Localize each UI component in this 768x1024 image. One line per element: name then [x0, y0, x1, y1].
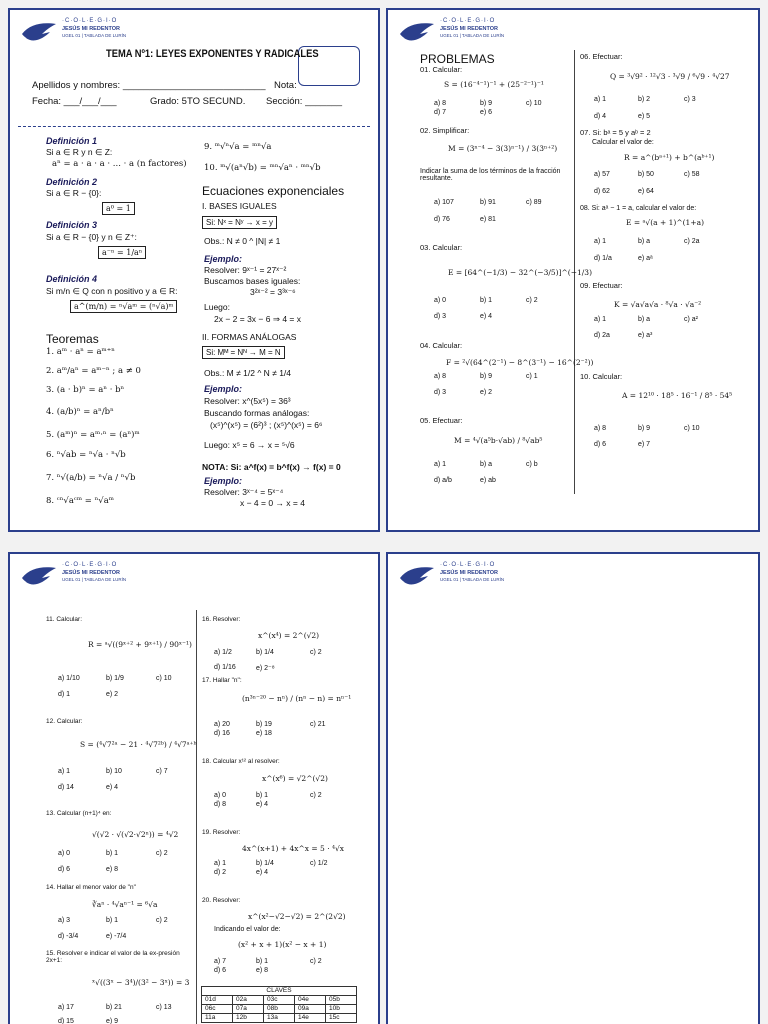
obs-1: Obs.: N ≠ 0 ^ |N| ≠ 1	[204, 236, 281, 246]
q5-opt-c: c) b	[526, 461, 538, 468]
dove-logo-icon	[20, 20, 58, 46]
school-line2: JESÚS MI REDENTOR	[440, 26, 498, 32]
theorem-1: 1. aᵐ · aⁿ = aᵐ⁺ⁿ	[46, 347, 115, 357]
nota-rule: NOTA: Si: a^f(x) = b^f(x) → f(x) = 0	[202, 462, 341, 472]
q6-opt-e: e) 5	[638, 113, 651, 120]
def2-box: a⁰ = 1	[102, 202, 135, 215]
q17-opt-c: c) 21	[310, 721, 326, 728]
school-line3: UGEL 01 | TABLADA DE LURÍN	[440, 33, 505, 38]
q3-expr: E = [64^(−1/3) − 32^(−3/5)]^(−1/3)	[448, 268, 592, 277]
q10-opt-b: b) 9	[638, 425, 651, 432]
q11-opt-d: d) 1	[58, 691, 71, 698]
q6-opt-b: b) 2	[638, 96, 651, 103]
def4-heading: Definición 4	[46, 274, 98, 284]
q1-expr: S = (16⁻⁴⁻¹)⁻¹ + (25⁻²⁻¹)⁻¹	[444, 80, 544, 89]
q13-opt-c: c) 2	[156, 850, 168, 857]
seccion-field: Sección: _______	[266, 96, 343, 107]
theorem-4: 4. (a/b)ⁿ = aⁿ/bⁿ	[46, 407, 114, 417]
q17-opt-e: e) 18	[256, 730, 272, 737]
example-1-line-d: Luego:	[204, 302, 230, 312]
q9-label: 09. Efectuar:	[580, 281, 623, 290]
example-2-line-d: Luego: x⁵ = 6 → x = ⁵√6	[204, 440, 295, 450]
page-4	[386, 552, 760, 1024]
q8-opt-d: d) 1/a	[594, 255, 612, 262]
example-1-line-c: 3²ˣ⁻² = 3³ˣ⁻⁶	[250, 287, 296, 297]
def2-line-a: Si a ∈ R − {0}:	[46, 188, 102, 198]
formas-analogas-heading: II. FORMAS ANÁLOGAS	[202, 332, 297, 342]
table-row	[202, 1005, 357, 1014]
q16-opt-c: c) 2	[310, 649, 322, 656]
q4-opt-a: a) 8	[434, 373, 447, 380]
q9-opt-c: c) a²	[684, 316, 698, 323]
q14-expr: ∛aⁿ · ⁴√aⁿ⁻¹ = ⁶√a	[92, 900, 158, 909]
q6-expr: Q = ³√9² · ¹²√3 · ³√9 / ⁶√9 · ⁴√27	[610, 72, 730, 81]
example-1-line-a: Resolver: 9ˣ⁻¹ = 27ˣ⁻²	[204, 265, 287, 275]
q11-opt-a: a) 1/10	[58, 675, 80, 682]
q7-opt-c: c) 58	[684, 171, 700, 178]
q2-opt-a: a) 107	[434, 199, 454, 206]
q3-opt-d: d) 3	[434, 313, 447, 320]
example-3-heading: Ejemplo:	[204, 476, 243, 486]
q10-label: 10. Calcular:	[580, 372, 623, 381]
q13-opt-b: b) 1	[106, 850, 119, 857]
q7-opt-d: d) 62	[594, 188, 610, 195]
q13-opt-d: d) 6	[58, 866, 71, 873]
q12-opt-d: d) 14	[58, 784, 74, 791]
q1-opt-d: d) 7	[434, 109, 447, 116]
page-1	[8, 8, 380, 532]
q3-label: 03. Calcular:	[420, 243, 463, 252]
q10-opt-c: c) 10	[684, 425, 700, 432]
table-cell: 14e	[295, 1014, 326, 1023]
q15-opt-d: d) 15	[58, 1018, 74, 1024]
def1-line-a: Si a ∈ R y n ∈ Z:	[46, 147, 113, 157]
q18-opt-a: a) 0	[214, 792, 227, 799]
def1-heading: Definición 1	[46, 136, 98, 146]
example-2-line-b: Buscando formas análogas:	[204, 408, 310, 418]
q2-label: 02. Simplificar:	[420, 126, 470, 135]
q13-expr: √(√2 · √(√2·√2ⁿ)) = ⁴√2	[92, 830, 179, 839]
table-cell: 01d	[202, 996, 233, 1005]
q10-expr: A = 12¹⁰ · 18⁵ · 16⁻¹ / 8⁵ · 54⁵	[622, 391, 733, 400]
grado-label: Grado: 5TO SECUND.	[150, 96, 246, 107]
q12-opt-c: c) 7	[156, 768, 168, 775]
q14-opt-d: d) -3/4	[58, 933, 79, 940]
q14-opt-a: a) 3	[58, 917, 71, 924]
theorem-10: 10. ᵐ√(aⁿ√b) = ᵐⁿ√aⁿ · ᵐⁿ√b	[204, 163, 321, 173]
def2-heading: Definición 2	[46, 177, 98, 187]
q2-opt-d: d) 76	[434, 216, 450, 223]
q12-expr: S = (⁴√7²ᵃ − 21 · ⁴√7²ᵇ) / ⁴√7ᵃ⁺ᵇ	[80, 740, 197, 749]
q4-opt-d: d) 3	[434, 389, 447, 396]
def1-line-b: aⁿ = a · a · a · ... · a (n factores)	[52, 159, 187, 169]
q4-label: 04. Calcular:	[420, 341, 463, 350]
q10-opt-a: a) 8	[594, 425, 607, 432]
q20-opt-a: a) 7	[214, 958, 227, 965]
school-line1: ·C·O·L·E·G·I·O	[440, 18, 496, 24]
school-line3: UGEL 01 | TABLADA DE LURÍN	[440, 577, 505, 582]
q3-opt-b: b) 1	[480, 297, 493, 304]
q5-opt-e: e) ab	[480, 477, 496, 484]
school-line2: JESÚS MI REDENTOR	[62, 570, 120, 576]
q5-label: 05. Efectuar:	[420, 416, 463, 425]
q12-opt-e: e) 4	[106, 784, 119, 791]
theorem-2: 2. aᵐ/aⁿ = aᵐ⁻ⁿ ; a ≠ 0	[46, 366, 141, 376]
page-2	[386, 8, 760, 532]
q1-opt-e: e) 6	[480, 109, 493, 116]
q6-opt-a: a) 1	[594, 96, 607, 103]
q14-label: 14. Hallar el menor valor de "n"	[46, 884, 136, 891]
q13-opt-e: e) 8	[106, 866, 119, 873]
page-3	[8, 552, 380, 1024]
dove-logo-icon	[20, 564, 58, 590]
q4-opt-b: b) 9	[480, 373, 493, 380]
q15-opt-e: e) 9	[106, 1018, 119, 1024]
q18-opt-d: d) 8	[214, 801, 227, 808]
example-3-line-b: x − 4 = 0 → x = 4	[240, 498, 305, 508]
theorem-6: 6. ⁿ√ab = ⁿ√a · ⁿ√b	[46, 450, 126, 460]
q18-opt-b: b) 1	[256, 792, 269, 799]
q16-label: 16. Resolver:	[202, 616, 241, 623]
school-line1: ·C·O·L·E·G·I·O	[62, 18, 118, 24]
q19-expr: 4x^(x+1) + 4x^x = 5 · ⁴√x	[242, 844, 344, 853]
q9-opt-e: e) a³	[638, 332, 653, 339]
theorem-3: 3. (a · b)ⁿ = aⁿ · bⁿ	[46, 385, 125, 395]
q12-opt-a: a) 1	[58, 768, 71, 775]
q1-label: 01. Calcular:	[420, 65, 463, 74]
q8-opt-e: e) aᵃ	[638, 255, 653, 262]
q16-opt-a: a) 1/2	[214, 649, 232, 656]
claves-title: CLAVES	[202, 987, 357, 996]
q8-opt-a: a) 1	[594, 238, 607, 245]
teoremas-heading: Teoremas	[46, 332, 99, 346]
q11-opt-c: c) 10	[156, 675, 172, 682]
q17-expr: (n³ⁿ⁻²⁰ − nⁿ) / (nⁿ − n) = nⁿ⁻¹	[242, 694, 352, 703]
q18-opt-e: e) 4	[256, 801, 269, 808]
q7-opt-e: e) 64	[638, 188, 654, 195]
q16-opt-b: b) 1/4	[256, 649, 274, 656]
def4-box: a^(m/n) = ⁿ√aᵐ = (ⁿ√a)ᵐ	[70, 300, 177, 313]
theorem-5: 5. (aᵐ)ⁿ = aᵐ·ⁿ = (aⁿ)ᵐ	[46, 430, 140, 440]
q14-opt-c: c) 2	[156, 917, 168, 924]
school-line2: JESÚS MI REDENTOR	[440, 570, 498, 576]
def3-box: a⁻ⁿ = 1/aⁿ	[98, 246, 146, 259]
def3-line-a: Si a ∈ R − {0} y n ∈ Z⁺:	[46, 232, 137, 242]
q5-opt-d: d) a/b	[434, 477, 452, 484]
school-line3: UGEL 01 | TABLADA DE LURÍN	[62, 33, 127, 38]
q17-opt-a: a) 20	[214, 721, 230, 728]
q19-opt-d: d) 2	[214, 869, 227, 876]
q19-opt-a: a) 1	[214, 860, 227, 867]
q9-opt-a: a) 1	[594, 316, 607, 323]
q3-opt-c: c) 2	[526, 297, 538, 304]
table-cell: 13a	[264, 1014, 295, 1023]
q3-opt-a: a) 0	[434, 297, 447, 304]
q5-opt-a: a) 1	[434, 461, 447, 468]
example-1-line-b: Buscamos bases iguales:	[204, 276, 301, 286]
q12-label: 12. Calcular:	[46, 718, 83, 725]
q11-label: 11. Calcular:	[46, 616, 83, 623]
q9-opt-b: b) a	[638, 316, 651, 323]
q2-expr: M = (3ⁿ⁻⁴ − 3(3)ⁿ⁻¹) / 3(3ⁿ⁺²)	[448, 144, 558, 153]
dove-logo-icon	[398, 564, 436, 590]
example-2-heading: Ejemplo:	[204, 384, 243, 394]
q14-opt-e: e) -7/4	[106, 933, 127, 940]
table-cell: 10b	[326, 1005, 357, 1014]
q20-label: 20. Resolver:	[202, 897, 241, 904]
q20-opt-c: c) 2	[310, 958, 322, 965]
q18-label: 18. Calcular x¹² al resolver:	[202, 758, 280, 765]
school-logo	[20, 562, 140, 594]
q7-label: 07. Si: bᵃ = 5 y aᵇ = 2	[580, 128, 651, 137]
def3-heading: Definición 3	[46, 220, 98, 230]
q20-opt-e: e) 8	[256, 967, 269, 974]
table-cell: 09a	[295, 1005, 326, 1014]
q11-opt-e: e) 2	[106, 691, 119, 698]
q8-expr: E = ᵃ√(a + 1)^(1+a)	[626, 218, 705, 227]
q8-label: 08. Si: aᵃ − 1 = a, calcular el valor de:	[580, 205, 697, 212]
school-line2: JESÚS MI REDENTOR	[62, 26, 120, 32]
q20-expr2: (x² + x + 1)(x² − x + 1)	[238, 940, 327, 949]
school-logo	[20, 18, 140, 50]
column-divider	[196, 610, 197, 1024]
q4-opt-e: e) 2	[480, 389, 493, 396]
q15-expr: ˣ√((3ˣ − 3⁴)/(3² − 3ˣ)) = 3	[92, 978, 190, 987]
table-cell: 11a	[202, 1014, 233, 1023]
q17-opt-d: d) 16	[214, 730, 230, 737]
q10-opt-e: e) 7	[638, 441, 651, 448]
q5-expr: M = ⁴√(a⁵b·√ab) / ⁸√ab⁵	[454, 436, 543, 445]
example-2-line-c: (x⁵)^(x⁵) = (6²)³ ; (x⁵)^(x⁵) = 6⁶	[210, 420, 323, 430]
q15-opt-b: b) 21	[106, 1004, 122, 1011]
claves-table	[201, 986, 357, 1023]
school-logo	[398, 562, 518, 594]
q14-opt-b: b) 1	[106, 917, 119, 924]
q13-opt-a: a) 0	[58, 850, 71, 857]
def4-line-a: Si m/n ∈ Q con n positivo y a ∈ R:	[46, 286, 178, 296]
page-title: TEMA Nº1: LEYES EXPONENTES Y RADICALES	[106, 48, 319, 60]
school-logo	[398, 18, 518, 50]
q9-opt-d: d) 2a	[594, 332, 610, 339]
q5-opt-b: b) a	[480, 461, 493, 468]
example-3-line-a: Resolver: 3ˣ⁻⁴ = 5ˣ⁻⁴	[204, 487, 284, 497]
table-cell: 08b	[264, 1005, 295, 1014]
q9-expr: K = √a√a√a · ⁸√a · √a⁻²	[614, 300, 702, 309]
q19-opt-c: c) 1/2	[310, 860, 328, 867]
q2-text: Indicar la suma de los términos de la fracción resultante.	[420, 168, 561, 182]
formas-rule-box: Si: Mᴹ = Nᴺ → M = N	[202, 346, 285, 359]
q7-opt-a: a) 57	[594, 171, 610, 178]
q19-opt-b: b) 1/4	[256, 860, 274, 867]
example-1-line-e: 2x − 2 = 3x − 6 ⇒ 4 = x	[214, 314, 301, 324]
q11-expr: R = ᵃ√((9ˣ⁺² + 9ˣ⁺¹) / 90ˣ⁻¹)	[88, 640, 192, 649]
q3-opt-e: e) 4	[480, 313, 493, 320]
obs-2: Obs.: M ≠ 1/2 ^ N ≠ 1/4	[204, 368, 292, 378]
q7-text: Calcular el valor de:	[592, 139, 654, 146]
q1-opt-b: b) 9	[480, 100, 493, 107]
ecuaciones-heading: Ecuaciones exponenciales	[202, 184, 345, 198]
bases-rule-box: Si: Nˣ = Nʸ → x = y	[202, 216, 277, 229]
q17-opt-b: b) 19	[256, 721, 272, 728]
q7-opt-b: b) 50	[638, 171, 654, 178]
q7-expr: R = a^(bᵃ⁺¹) + b^(aᵇ⁺¹)	[624, 153, 715, 162]
dove-logo-icon	[398, 20, 436, 46]
table-cell: 02a	[233, 996, 264, 1005]
q16-opt-e: e) 2⁻⁸	[256, 665, 275, 672]
q2-opt-c: c) 89	[526, 199, 542, 206]
q4-opt-c: c) 1	[526, 373, 538, 380]
q17-label: 17. Hallar "n":	[202, 677, 242, 684]
q19-label: 19. Resolver:	[202, 829, 241, 836]
table-cell: 06c	[202, 1005, 233, 1014]
fecha-field: Fecha: ___/___/___	[32, 96, 117, 107]
q6-label: 06. Efectuar:	[580, 52, 623, 61]
q19-opt-e: e) 4	[256, 869, 269, 876]
q12-opt-b: b) 10	[106, 768, 122, 775]
example-2-line-a: Resolver: x^(5x⁵) = 36³	[204, 396, 291, 406]
table-cell: 04e	[295, 996, 326, 1005]
q20-text: Indicando el valor de:	[214, 926, 281, 933]
school-line1: ·C·O·L·E·G·I·O	[62, 562, 118, 568]
school-line3: UGEL 01 | TABLADA DE LURÍN	[62, 577, 127, 582]
theorem-7: 7. ⁿ√(a/b) = ⁿ√a / ⁿ√b	[46, 473, 136, 483]
q13-label: 13. Calcular (n+1)⁴ en:	[46, 810, 112, 817]
q15-label: 15. Resolver e indicar el valor de la ex-presión 2x+1:	[46, 950, 180, 964]
table-row	[202, 1014, 357, 1023]
example-1-heading: Ejemplo:	[204, 254, 243, 264]
table-cell: 05b	[326, 996, 357, 1005]
table-row	[202, 996, 357, 1005]
q2-opt-b: b) 91	[480, 199, 496, 206]
nota-label: Nota:	[274, 80, 297, 91]
divider	[18, 126, 370, 127]
q18-opt-c: c) 2	[310, 792, 322, 799]
q16-opt-d: d) 1/16	[214, 664, 236, 671]
q20-opt-b: b) 1	[256, 958, 269, 965]
problemas-heading: PROBLEMAS	[420, 52, 495, 66]
theorem-9: 9. ᵐ√ⁿ√a = ᵐⁿ√a	[204, 142, 272, 152]
q20-opt-d: d) 6	[214, 967, 227, 974]
q8-opt-b: b) a	[638, 238, 651, 245]
table-cell: 03c	[264, 996, 295, 1005]
bases-iguales-heading: I. BASES IGUALES	[202, 201, 277, 211]
theorem-8: 8. ᶜⁿ√aᶜᵐ = ⁿ√aᵐ	[46, 496, 114, 506]
school-line1: ·C·O·L·E·G·I·O	[440, 562, 496, 568]
q1-opt-c: c) 10	[526, 100, 542, 107]
q6-opt-c: c) 3	[684, 96, 696, 103]
q20-expr: x^(x²−√2−√2) = 2^(2√2)	[248, 912, 346, 921]
apellidos-field: Apellidos y nombres: ___________________________	[32, 80, 266, 91]
table-cell: 07a	[233, 1005, 264, 1014]
q2-opt-e: e) 81	[480, 216, 496, 223]
q16-expr: x^(x⁴) = 2^(√2)	[258, 631, 320, 640]
q15-opt-c: c) 13	[156, 1004, 172, 1011]
q1-opt-a: a) 8	[434, 100, 447, 107]
q10-opt-d: d) 6	[594, 441, 607, 448]
table-cell: 12b	[233, 1014, 264, 1023]
q11-opt-b: b) 1/9	[106, 675, 124, 682]
q6-opt-d: d) 4	[594, 113, 607, 120]
q18-expr: x^(x⁶) = √2^(√2)	[262, 774, 328, 783]
q15-opt-a: a) 17	[58, 1004, 74, 1011]
q8-opt-c: c) 2a	[684, 238, 700, 245]
q4-expr: F = ²√(64^(2⁻¹) − 8^(3⁻¹) − 16^(2⁻²))	[446, 358, 594, 367]
table-cell: 15c	[326, 1014, 357, 1023]
